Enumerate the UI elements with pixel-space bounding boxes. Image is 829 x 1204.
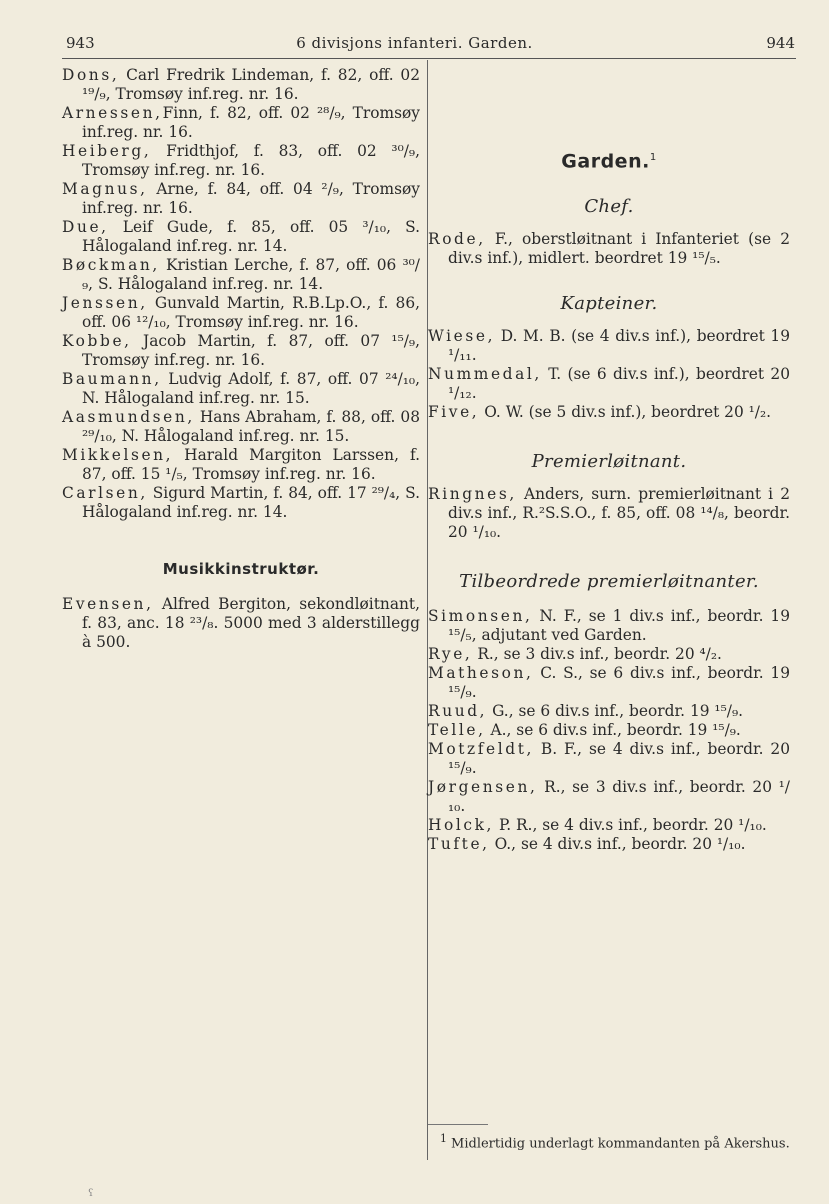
entry-text: O., se 4 div.s inf., beordr. 20 ¹/₁₀. (489, 835, 746, 854)
entry-text: R., se 3 div.s inf., beordr. 20 ¹/₁₀. (448, 778, 790, 816)
entry-name: Simonsen, (428, 607, 533, 626)
header-rule (62, 58, 796, 59)
entry-text: Kristian Lerche, f. 87, off. 06 ³⁰/₉, S. Hålogaland inf.reg. nr. 14. (82, 256, 420, 293)
list-item (62, 370, 420, 408)
chef-heading: Chef. (584, 196, 634, 218)
list-item (428, 816, 790, 835)
tilbeordrede-heading: Tilbeordrede premierløitnanter. (459, 571, 759, 593)
music-entry (62, 595, 420, 652)
list-item (62, 256, 420, 294)
list-item (428, 607, 790, 645)
list-item (428, 778, 790, 816)
entry-text: N. F., se 1 div.s inf., beordr. 19 ¹⁵/₅, adjutant ved Garden. (448, 607, 790, 645)
entry-name: Aasmundsen, (62, 408, 195, 426)
entry-name: Ruud, (428, 702, 488, 721)
footnote-mark: 1 (440, 1132, 447, 1145)
running-title: 6 divisjons infanteri. Garden. (296, 34, 533, 52)
list-item (62, 180, 420, 218)
right-column (428, 66, 790, 854)
entry-text: A., se 6 div.s inf., beordr. 19 ¹⁵/₉. (485, 721, 741, 740)
entry-text: Leif Gude, f. 85, off. 05 ³/₁₀, S. Hålogaland inf.reg. nr. 14. (82, 218, 420, 255)
entry-text: R., se 3 div.s inf., beordr. 20 ⁴/₂. (472, 645, 722, 664)
list-item (428, 645, 790, 664)
entry-text: P. R., se 4 div.s inf., beordr. 20 ¹/₁₀. (494, 816, 767, 835)
entry-text: T. (se 6 div.s inf.), beordret 20 ¹/₁₂. (448, 365, 790, 403)
list-item (428, 740, 790, 778)
list-item (62, 446, 420, 484)
entry-text: Carl Fredrik Lindeman, f. 82, off. 02 ¹⁹/₉, Tromsøy inf.reg. nr. 16. (82, 66, 420, 103)
list-item (428, 664, 790, 702)
entry-name: Heiberg, (62, 142, 152, 160)
list-item (428, 835, 790, 854)
entry-name: Dons, (62, 66, 120, 84)
entry-text: Alfred Bergiton, sekondløitnant, f. 83, anc. 18 ²³/₈. 5000 med 3 alderstillegg à 500. (82, 595, 420, 651)
entry-text: Ludvig Adolf, f. 87, off. 07 ²⁴/₁₀, N. Hålogaland inf.reg. nr. 15. (82, 370, 420, 407)
page-number-left: 943 (66, 34, 95, 52)
entry-name: Bøckman, (62, 256, 160, 274)
entry-name: Baumann, (62, 370, 162, 388)
list-item (428, 365, 790, 403)
list-item (62, 66, 420, 104)
chef-entry (428, 230, 790, 268)
entry-name: Tufte, (428, 835, 490, 854)
list-item (62, 484, 420, 522)
kapteiner-heading: Kapteiner. (560, 293, 658, 315)
list-item (62, 408, 420, 446)
entry-name: Telle, (428, 721, 486, 740)
entry-text: Harald Margiton Larssen, f. 87, off. 15 ¹/₅, Tromsøy inf.reg. nr. 16. (82, 446, 420, 483)
entry-text: Jacob Martin, f. 87, off. 07 ¹⁵/₉, Tromsøy inf.reg. nr. 16. (82, 332, 420, 369)
entry-name: Magnus, (62, 180, 148, 198)
entry-name: Kobbe, (62, 332, 132, 350)
entry-text: B. F., se 4 div.s inf., beordr. 20 ¹⁵/₉. (448, 740, 790, 778)
entry-name: Ringnes, (428, 485, 517, 504)
entry-name: Nummedal, (428, 365, 542, 384)
entry-text: Anders, surn. premierløitnant i 2 div.s inf., R.²S.S.O., f. 85, off. 08 ¹⁴/₈, beordr. 20 ¹/₁₀. (448, 485, 790, 542)
entry-name: Carlsen, (62, 484, 148, 502)
entry-text: F., oberstløitnant i Infanteriet (se 2 div.s inf.), midlert. beordret 19 ¹⁵/₅. (448, 230, 790, 268)
list-item (62, 142, 420, 180)
entry-name: Arnessen, (62, 104, 163, 122)
entry-name: Holck, (428, 816, 495, 835)
entry-text: D. M. B. (se 4 div.s inf.), beordret 19 ¹/₁₁. (448, 327, 790, 365)
garden-heading: Garden.$^1$ (561, 150, 657, 173)
entry-name: Due, (62, 218, 109, 236)
entry-name: Rode, (428, 230, 486, 249)
left-column (62, 66, 420, 652)
list-item (428, 403, 790, 422)
list-item (62, 332, 420, 370)
entry-name: Matheson, (428, 664, 534, 683)
entry-name: Jørgensen, (428, 778, 538, 797)
premier-heading: Premierløitnant. (531, 451, 687, 473)
officer-list-left (62, 66, 420, 522)
entry-text: Gunvald Martin, R.B.Lp.O., f. 86, off. 06 ¹²/₁₀, Tromsøy inf.reg. nr. 16. (82, 294, 420, 331)
entry-text: G., se 6 div.s inf., beordr. 19 ¹⁵/₉. (487, 702, 744, 721)
entry-text: O. W. (se 5 div.s inf.), beordret 20 ¹/₂. (479, 403, 772, 422)
page-number-right: 944 (766, 34, 795, 52)
list-item (428, 721, 790, 740)
entry-name: Motzfeldt, (428, 740, 534, 759)
entry-name: Rye, (428, 645, 473, 664)
entry-name: Wiese, (428, 327, 496, 346)
list-item (428, 327, 790, 365)
tilbeordrede-list (428, 607, 790, 854)
entry-text: Finn, f. 82, off. 02 ²⁸/₉, Tromsøy inf.reg. nr. 16. (82, 104, 420, 141)
premier-entry (428, 485, 790, 542)
entry-name: Mikkelsen, (62, 446, 174, 464)
entry-text: Fridthjof, f. 83, off. 02 ³⁰/₉, Tromsøy inf.reg. nr. 16. (82, 142, 420, 179)
list-item (62, 218, 420, 256)
entry-name: Jenssen, (62, 294, 148, 312)
footnote-text: Midlertidig underlagt kommandanten på Akershus. (451, 1136, 790, 1152)
entry-text: Sigurd Martin, f. 84, off. 17 ²⁹/₄, S. Hålogaland inf.reg. nr. 14. (82, 484, 420, 521)
entry-name: Evensen, (62, 595, 154, 613)
footnote (440, 1131, 797, 1151)
list-item (62, 104, 420, 142)
garden-footnote-mark: 1 (649, 152, 657, 163)
kapteiner-list (428, 327, 790, 422)
music-heading: Musikkinstruktør. (162, 560, 320, 578)
entry-text: Hans Abraham, f. 88, off. 08 ²⁹/₁₀, N. Hålogaland inf.reg. nr. 15. (82, 408, 420, 445)
footnote-rule (428, 1124, 488, 1125)
entry-text: C. S., se 6 div.s inf., beordr. 19 ¹⁵/₉. (448, 664, 790, 702)
entry-text: Arne, f. 84, off. 04 ²/₉, Tromsøy inf.reg. nr. 16. (82, 180, 420, 217)
entry-name: Five, (428, 403, 480, 422)
list-item (62, 294, 420, 332)
paper-speck: ʕ (88, 1188, 94, 1199)
list-item (428, 702, 790, 721)
